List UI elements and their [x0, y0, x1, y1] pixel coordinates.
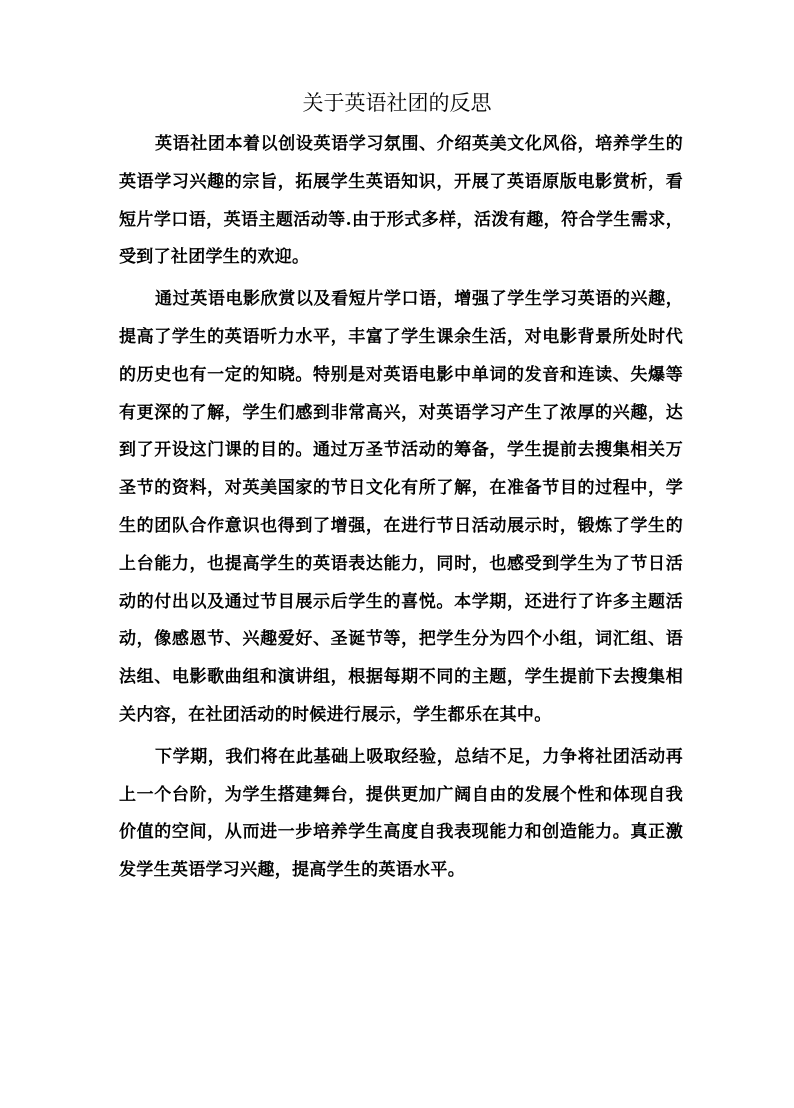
paragraph-3: 下学期，我们将在此基础上吸取经验，总结不足，力争将社团活动再上一个台阶，为学生搭建舞台，提供更加广阔自由的发展个性和体现自我价值的空间，从而进一步培养学生高度自我表现能力和创造能力。真正激发学生英语学习兴趣，提高学生的英语水平。 [119, 746, 683, 881]
paragraph-1: 英语社团本着以创设英语学习氛围、介绍英美文化风俗，培养学生的英语学习兴趣的宗旨，拓展学生英语知识，开展了英语原版电影赏析，看短片学口语，英语主题活动等.由于形式多样，活泼有趣，符合学生需求，受到了社团学生的欢迎。 [119, 134, 683, 268]
document-body [119, 126, 683, 890]
document-title: 关于英语社团的反思 [302, 91, 492, 115]
paragraph-2: 通过英语电影欣赏以及看短片学口语，增强了学生学习英语的兴趣，提高了学生的英语听力水平，丰富了学生课余生活，对电影背景所处时代的历史也有一定的知晓。特别是对英语电影中单词的发音和连读、失爆等有更深的了解，学生们感到非常高兴，对英语学习产生了浓厚的兴趣，达到了开设这门课的目的。通过万圣节活动的筹备，学生提前去搜集相关万圣节的资料，对英美国家的节日文化有所了解，在准备节目的过程中，学生的团队合作意识也得到了增强，在进行节日活动展示时，锻炼了学生的上台能力，也提高学生的英语表达能力，同时，也感受到学生为了节日活动的付出以及通过节目展示后学生的喜悦。本学期，还进行了许多主题活动，像感恩节、兴趣爱好、圣诞节等，把学生分为四个小组，词汇组、语法组、电影歌曲组和演讲组，根据每期不同的主题，学生提前下去搜集相关内容，在社团活动的时候进行展示，学生都乐在其中。 [119, 289, 683, 725]
